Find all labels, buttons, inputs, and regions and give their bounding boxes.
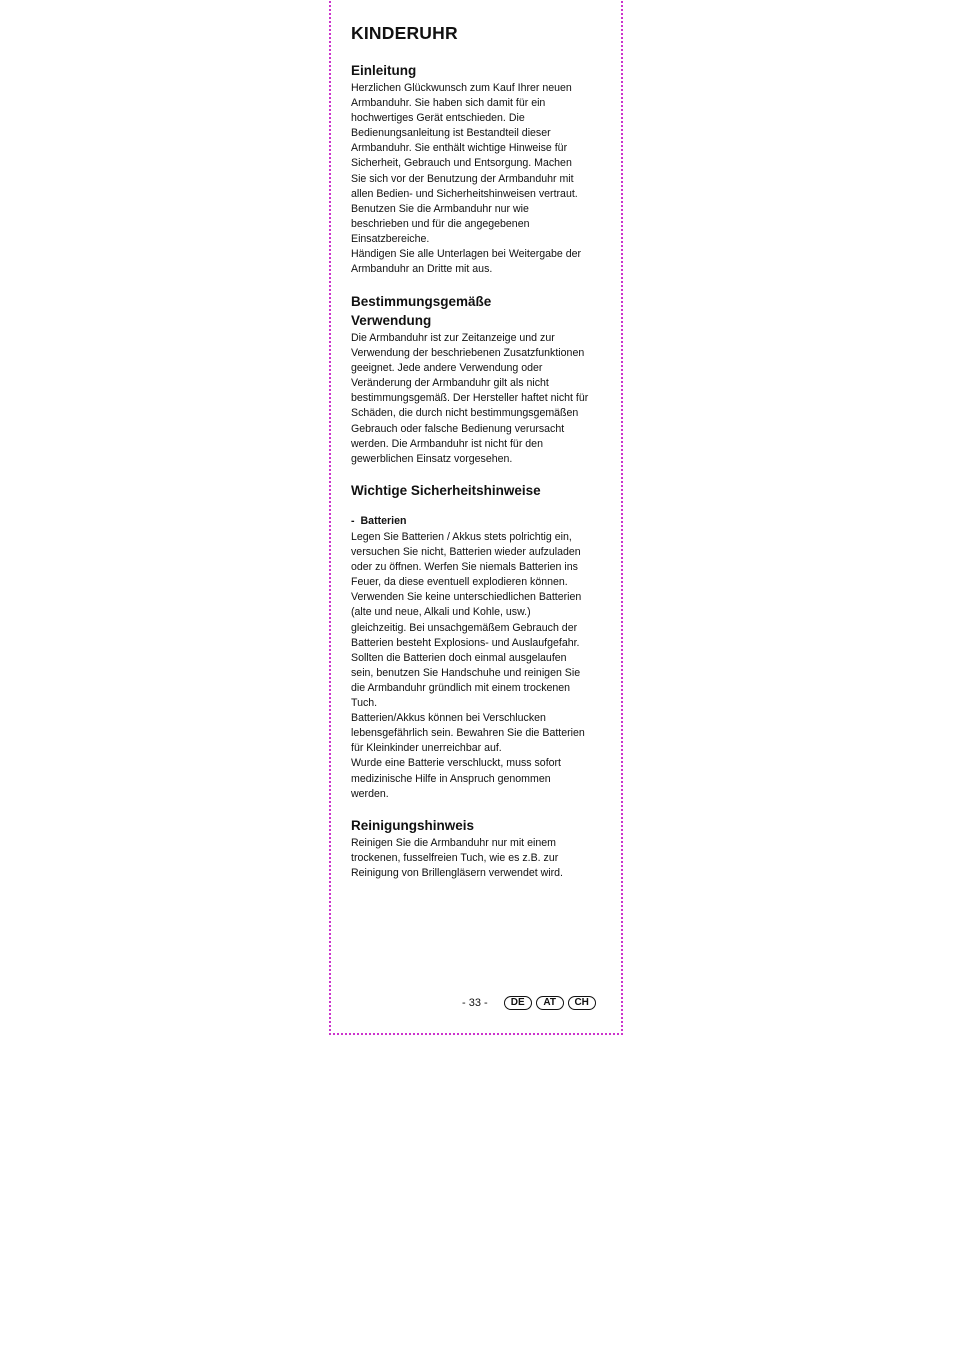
page-footer (462, 996, 596, 1010)
section-heading-einleitung: Einleitung (351, 63, 417, 78)
country-badge-at: AT (536, 996, 564, 1010)
page-number: - 33 - (462, 997, 488, 1009)
section-text-reinigungshinweis: Reinigen Sie die Armbanduhr nur mit einem trockenen, fusselfreien Tuch, wie es z.B. zur Reinigung von Brillengläsern verwendet wird. (351, 837, 563, 880)
section-heading-sicherheitshinweise: Wichtige Sicherheitshinweise (351, 483, 541, 498)
subheading-dash: - (351, 515, 355, 527)
country-badge-de: DE (504, 996, 532, 1010)
page-title: KINDERUHR (351, 23, 458, 43)
section-text-bestimmungsgemaesse-verwendung: Die Armbanduhr ist zur Zeitanzeige und zur Verwendung der beschriebenen Zusatzfunktionen geeignet. Jede andere Verwendung oder Veränderung der Armbanduhr gilt als nicht bestimmungsgemäß. Der Hersteller haftet nicht für Schäden, die durch nicht bestimmungsgemäßen Gebrauch oder falsche Bedienung verursacht werden. Die Armbanduhr ist nicht für den gewerblichen Einsatz vorgesehen. (351, 332, 589, 465)
section-heading-reinigungshinweis: Reinigungshinweis (351, 818, 475, 833)
country-badge-ch: CH (568, 996, 596, 1010)
section-text-batterien: Legen Sie Batterien / Akkus stets polrichtig ein, versuchen Sie nicht, Batterien wieder aufzuladen oder zu öffnen. Werfen Sie niemals Batterien ins Feuer, da diese eventuell explodieren können. Verwenden Sie keine unterschiedlichen Batterien (alte und neue, Alkali und Kohle, usw.) gleichzeitig. Bei unsachgemäßem Gebrauch der Batterien besteht Explosions- und Auslaufgefahr. Sollten die Batterien doch einmal ausgelaufen sein, benutzen Sie Handschuhe und reinigen Sie die Armbanduhr gründlich mit einem trockenen Tuch. Batterien/Akkus können bei Verschlucken lebensgefährlich sein. Bewahren Sie die Batterien für Kleinkinder unerreichbar auf. Wurde eine Batterie verschluckt, muss sofort medizinische Hilfe in Anspruch genommen werden. (351, 531, 585, 800)
section-text-einleitung: Herzlichen Glückwunsch zum Kauf Ihrer neuen Armbanduhr. Sie haben sich damit für ein hochwertiges Gerät entschieden. Die Bedienungsanleitung ist Bestandteil dieser Armbanduhr. Sie enthält wichtige Hinweise für Sicherheit, Gebrauch und Entsorgung. Machen Sie sich vor der Benutzung der Armbanduhr mit allen Bedien- und Sicherheitshinweisen vertraut. Benutzen Sie die Armbanduhr nur wie beschrieben und für die angegebenen Einsatzbereiche. Händigen Sie alle Unterlagen bei Weitergabe der Armbanduhr an Dritte mit aus. (351, 82, 582, 276)
subheading-batterien-label: Batterien (360, 515, 407, 527)
section-heading-bestimmungsgemaesse-verwendung: Bestimmungsgemäße Verwendung (351, 294, 492, 328)
subheading-batterien (351, 514, 406, 529)
